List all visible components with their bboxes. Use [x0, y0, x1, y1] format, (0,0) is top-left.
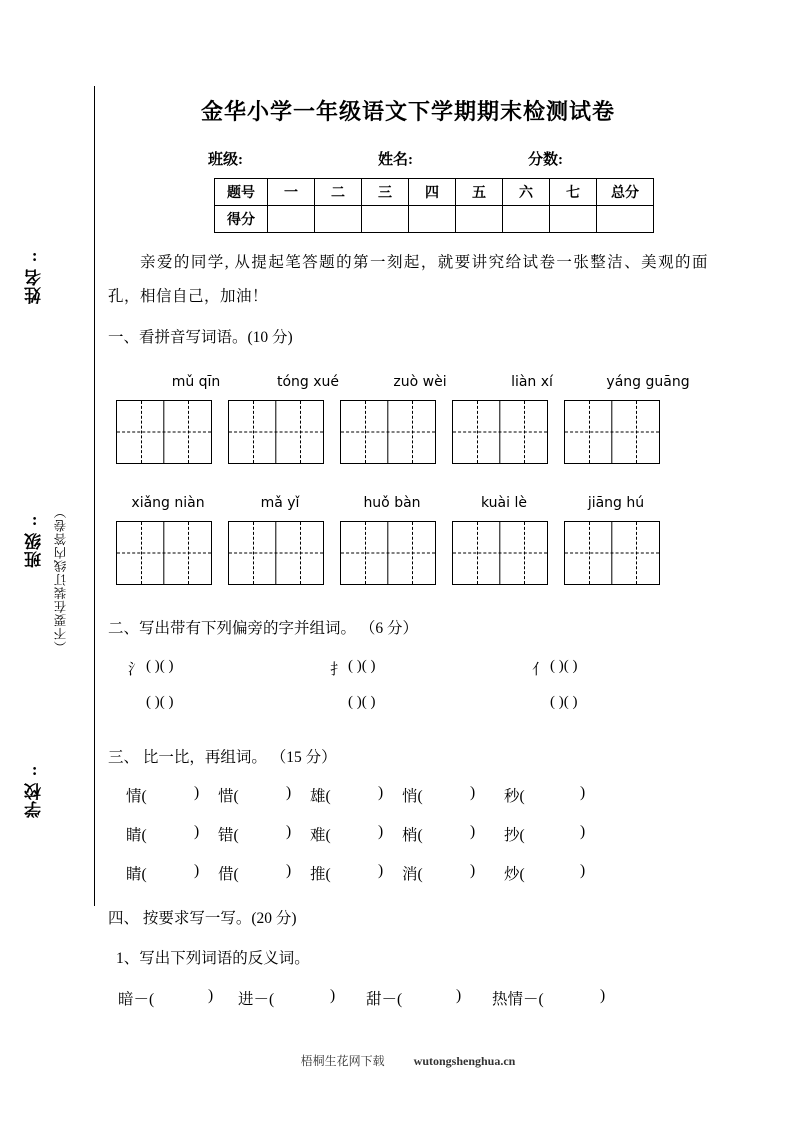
margin-class-label: 班级: [25, 512, 44, 568]
table-row [215, 206, 654, 233]
guide-line-v [253, 401, 254, 463]
antonym-row [108, 987, 708, 1015]
guide-line-v [300, 401, 301, 463]
tianzige-grid[interactable] [116, 400, 212, 464]
header-score-label: 分数: [528, 152, 563, 168]
pinyin-row-1 [108, 374, 708, 398]
compare-row-3 [108, 862, 708, 890]
score-cell-2[interactable] [362, 206, 409, 233]
intro-paragraph: 亲爱的同学, 从提起笔答题的第一刻起，就要讲究给试卷一张整洁、美观的面孔，相信自己，加油！ [108, 254, 708, 305]
cell-divider [611, 522, 612, 584]
score-table-col-4: 五 [456, 179, 503, 206]
antonym-close-paren[interactable]: ) [600, 987, 606, 1004]
compare-close-paren[interactable]: ) [580, 862, 586, 879]
section-two-title: 二、写出带有下列偏旁的字并组词。 （6 分） [108, 620, 419, 637]
tianzige-grid[interactable] [564, 521, 660, 585]
score-cell-3[interactable] [409, 206, 456, 233]
score-cell-6[interactable] [550, 206, 597, 233]
compare-char: 睛( [126, 866, 147, 883]
compare-char: 梢( [402, 827, 423, 844]
tianzige-grid[interactable] [228, 400, 324, 464]
cell-divider [163, 522, 164, 584]
score-cell-5[interactable] [503, 206, 550, 233]
tianzige-grid[interactable] [340, 521, 436, 585]
footer [108, 1052, 708, 1069]
cell-divider [499, 401, 500, 463]
tianzige-grid[interactable] [340, 400, 436, 464]
pinyin-label: mǎ yǐ [260, 495, 300, 511]
guide-line-v [253, 522, 254, 584]
tianzige-grid[interactable] [452, 400, 548, 464]
guide-line-v [412, 401, 413, 463]
compare-char: 借( [218, 866, 239, 883]
margin-name-label: 姓名: [25, 248, 44, 304]
section-one-title: 一、看拼音写词语。(10 分) [108, 329, 293, 346]
score-cell-0[interactable] [268, 206, 315, 233]
radical-answer-blanks[interactable]: ( )( ) [146, 658, 174, 674]
cell-divider [499, 522, 500, 584]
pinyin-label: tóng xué [276, 374, 340, 390]
compare-close-paren[interactable]: ) [580, 784, 586, 801]
compare-close-paren[interactable]: ) [470, 784, 476, 801]
antonym-prompt: 甜－( [366, 991, 403, 1008]
compare-row-2 [108, 823, 708, 851]
score-table-col-2: 三 [362, 179, 409, 206]
guide-line-v [141, 401, 142, 463]
pinyin-label: zuò wèi [393, 374, 447, 390]
pinyin-row-2 [108, 495, 708, 519]
compare-close-paren[interactable]: ) [378, 784, 384, 801]
compare-char: 雄( [310, 788, 331, 805]
tianzige-row-2 [116, 521, 708, 587]
guide-line-v [477, 522, 478, 584]
guide-line-v [524, 401, 525, 463]
compare-close-paren[interactable]: ) [286, 862, 292, 879]
antonym-close-paren[interactable]: ) [330, 987, 336, 1004]
antonym-prompt: 进－( [238, 991, 275, 1008]
pinyin-label: huǒ bàn [363, 495, 421, 511]
score-table [214, 178, 654, 233]
binding-margin [0, 0, 94, 1122]
cell-divider [611, 401, 612, 463]
score-table-col-0: 一 [268, 179, 315, 206]
pinyin-label: xiǎng niàn [131, 495, 205, 511]
compare-char: 悄( [402, 788, 423, 805]
score-table-rowhead-1: 得分 [215, 206, 268, 233]
tianzige-grid[interactable] [116, 521, 212, 585]
compare-close-paren[interactable]: ) [194, 862, 200, 879]
pinyin-label: mǔ qīn [171, 374, 221, 390]
radical-answer-blanks[interactable]: ( )( ) [146, 694, 174, 710]
score-cell-1[interactable] [315, 206, 362, 233]
guide-line-v [589, 522, 590, 584]
compare-close-paren[interactable]: ) [470, 862, 476, 879]
tianzige-grid[interactable] [228, 521, 324, 585]
tianzige-grid[interactable] [564, 400, 660, 464]
guide-line-v [524, 522, 525, 584]
cell-divider [275, 522, 276, 584]
antonym-close-paren[interactable]: ) [456, 987, 462, 1004]
radical-glyph-2: 亻 [532, 662, 548, 678]
tianzige-grid[interactable] [452, 521, 548, 585]
radical-row-1 [108, 658, 708, 684]
section-four-title: 四、 按要求写一写。(20 分) [108, 910, 297, 927]
compare-char: 炒( [504, 866, 525, 883]
exam-page [108, 0, 708, 1122]
binding-line [94, 86, 95, 906]
guide-line-v [365, 401, 366, 463]
guide-line-v [589, 401, 590, 463]
compare-close-paren[interactable]: ) [378, 862, 384, 879]
compare-char: 情( [126, 788, 147, 805]
radical-glyph-0: 氵 [128, 662, 144, 678]
compare-char: 抄( [504, 827, 525, 844]
page-title: 金华小学一年级语文下学期期末检测试卷 [200, 99, 615, 125]
section-four-sub1: 1、写出下列词语的反义词。 [116, 950, 310, 967]
pinyin-label: liàn xí [511, 374, 553, 390]
guide-line-v [141, 522, 142, 584]
compare-char: 错( [218, 827, 239, 844]
guide-line-v [477, 401, 478, 463]
antonym-prompt: 暗－( [118, 991, 155, 1008]
cell-divider [275, 401, 276, 463]
score-table-col-6: 七 [550, 179, 597, 206]
compare-char: 难( [310, 827, 331, 844]
compare-row-1 [108, 784, 708, 812]
compare-char: 消( [402, 866, 423, 883]
section-three-title: 三、 比一比，再组词。 （15 分） [108, 749, 337, 766]
score-table-col-3: 四 [409, 179, 456, 206]
compare-close-paren[interactable]: ) [194, 784, 200, 801]
compare-char: 秒( [504, 788, 525, 805]
guide-line-v [412, 522, 413, 584]
footer-site-url: wutongshenghua.cn [413, 1054, 516, 1068]
margin-note: （不要在装订线内答卷） [54, 505, 68, 654]
tianzige-row-1 [116, 400, 708, 466]
cell-divider [163, 401, 164, 463]
radical-answer-blanks[interactable]: ( )( ) [550, 658, 578, 674]
antonym-close-paren[interactable]: ) [208, 987, 214, 1004]
guide-line-v [636, 522, 637, 584]
header-name-label: 姓名: [378, 152, 413, 168]
pinyin-label: yáng guāng [606, 374, 690, 390]
cell-divider [387, 522, 388, 584]
score-table-rowhead-0: 题号 [215, 179, 268, 206]
compare-close-paren[interactable]: ) [378, 823, 384, 840]
guide-line-v [365, 522, 366, 584]
compare-close-paren[interactable]: ) [470, 823, 476, 840]
score-table-col-total: 总分 [597, 179, 654, 206]
pinyin-label: kuài lè [481, 495, 527, 511]
guide-line-v [300, 522, 301, 584]
compare-char: 推( [310, 866, 331, 883]
header-class-label: 班级: [208, 152, 243, 168]
compare-char: 惜( [218, 788, 239, 805]
score-table-col-5: 六 [503, 179, 550, 206]
score-table-col-1: 二 [315, 179, 362, 206]
header-fields [208, 148, 628, 170]
guide-line-v [188, 522, 189, 584]
cell-divider [387, 401, 388, 463]
score-cell-4[interactable] [456, 206, 503, 233]
footer-site-name: 梧桐生花网下载 [300, 1054, 385, 1068]
compare-char: 睛( [126, 827, 147, 844]
score-cell-total[interactable] [597, 206, 654, 233]
compare-close-paren[interactable]: ) [580, 823, 586, 840]
guide-line-v [636, 401, 637, 463]
antonym-prompt: 热情－( [492, 991, 544, 1008]
table-row [215, 179, 654, 206]
margin-school-label: 学校: [25, 762, 44, 818]
radical-answer-blanks[interactable]: ( )( ) [550, 694, 578, 710]
radical-glyph-1: 扌 [330, 662, 346, 678]
compare-close-paren[interactable]: ) [286, 784, 292, 801]
compare-close-paren[interactable]: ) [286, 823, 292, 840]
radical-answer-blanks[interactable]: ( )( ) [348, 694, 376, 710]
pinyin-label: jiāng hú [587, 495, 645, 511]
radical-row-2 [108, 694, 708, 720]
guide-line-v [188, 401, 189, 463]
radical-answer-blanks[interactable]: ( )( ) [348, 658, 376, 674]
compare-close-paren[interactable]: ) [194, 823, 200, 840]
